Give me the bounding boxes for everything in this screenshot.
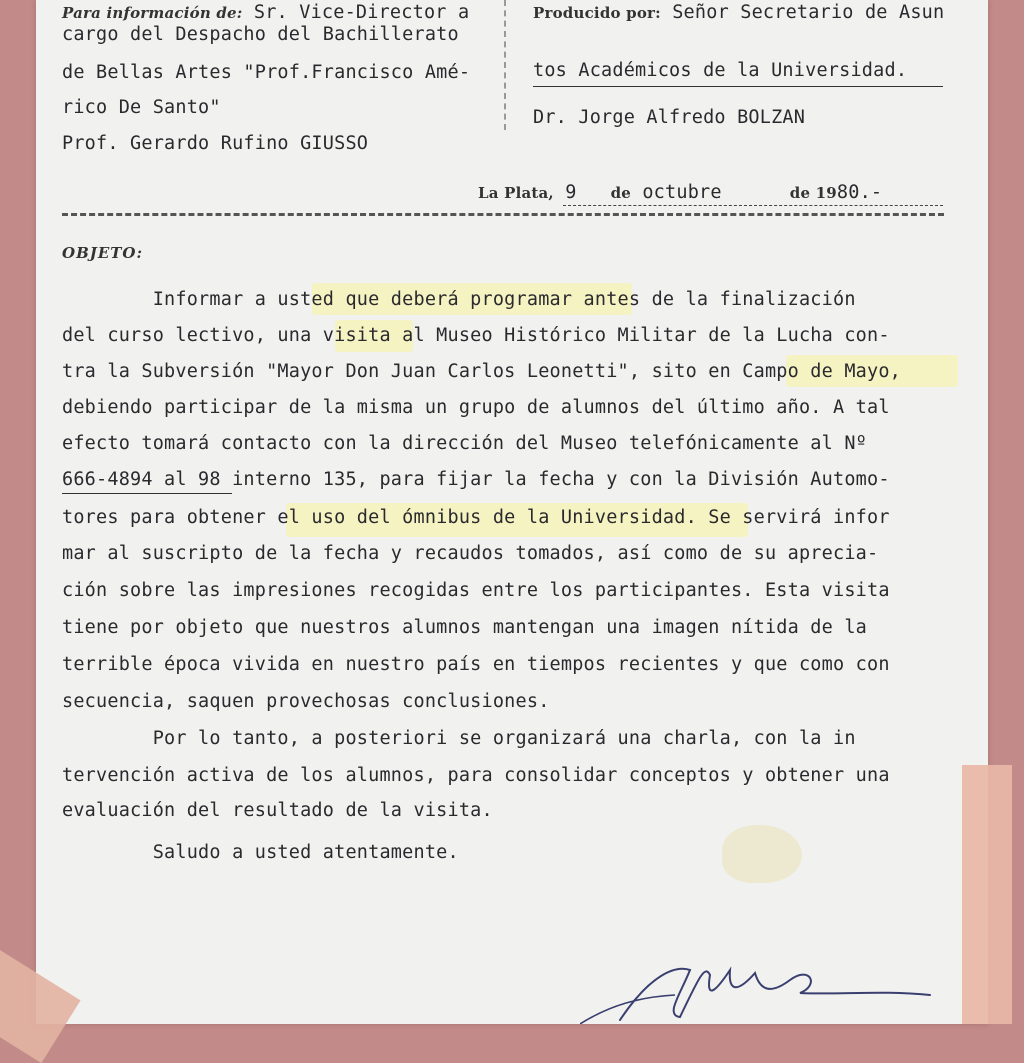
phone-underline — [62, 493, 232, 494]
body-line: tiene por objeto que nuestros alumnos mantengan una imagen nítida de la — [62, 617, 867, 638]
header-left-line: Sr. Vice-Director a — [253, 2, 470, 23]
date-underline — [563, 205, 943, 206]
year-label: de 19 — [789, 184, 837, 202]
header-left-line: de Bellas Artes "Prof.Francisco Amé- — [62, 62, 471, 83]
date-line — [478, 182, 882, 203]
body-line: tervención activa de los alumnos, para consolidar conceptos y obtener una — [62, 765, 890, 786]
body-line: secuencia, saquen provechosas conclusiones. — [62, 691, 550, 712]
header-right-first-line — [533, 2, 944, 23]
header-right-line: tos Académicos de la Universidad. — [533, 60, 908, 81]
paper-stain — [722, 825, 802, 883]
body-line: Informar a usted que deberá programar antes de la finalización — [62, 289, 856, 310]
body-line: tra la Subversión "Mayor Don Juan Carlos Leonetti", sito en Campo de Mayo, — [62, 361, 902, 382]
header-left-first-line — [62, 2, 469, 23]
header-left-line: cargo del Despacho del Bachillerato — [62, 24, 459, 45]
producido-por-label: Producido por: — [533, 4, 661, 22]
para-informacion-label: Para información de: — [62, 4, 243, 22]
place-label: La Plata, — [478, 184, 554, 202]
objeto-label: OBJETO: — [62, 244, 144, 262]
date-day: 9 — [565, 182, 577, 203]
body-line: del curso lectivo, una visita al Museo Histórico Militar de la Lucha con- — [62, 325, 890, 346]
header-left-line: Prof. Gerardo Rufino GIUSSO — [62, 133, 369, 154]
date-month: octubre — [642, 182, 722, 203]
body-line: ción sobre las impresiones recogidas entre los participantes. Esta visita — [62, 580, 890, 601]
body-line: 666-4894 al 98 interno 135, para fijar la fecha y con la División Automo- — [62, 469, 890, 490]
body-line: Por lo tanto, a posteriori se organizará una charla, con la in — [62, 728, 856, 749]
underline — [533, 86, 943, 87]
body-line: tores para obtener el uso del ómnibus de la Universidad. Se servirá infor — [62, 507, 890, 528]
body-line: evaluación del resultado de la visita. — [62, 800, 493, 821]
header-left-line: rico De Santo" — [62, 97, 221, 118]
date-year: 80.- — [836, 182, 883, 203]
header-right-line: Señor Secretario de Asun — [672, 2, 945, 23]
body-line: efecto tomará contacto con la dirección del Museo telefónicamente al Nº — [62, 433, 867, 454]
body-line: mar al suscripto de la fecha y recaudos tomados, así como de su aprecia- — [62, 543, 879, 564]
de-label: de — [610, 184, 631, 202]
signature-scribble — [580, 935, 940, 1024]
body-line: terrible época vivida en nuestro país en tiempos recientes y que como con — [62, 654, 890, 675]
body-line: Saludo a usted atentamente. — [62, 842, 459, 863]
header-right-line: Dr. Jorge Alfredo BOLZAN — [533, 107, 806, 128]
header-separator — [62, 213, 944, 216]
tape-strip — [962, 765, 1012, 1024]
header-divider — [504, 0, 506, 130]
body-line: debiendo participar de la misma un grupo de alumnos del último año. A tal — [62, 397, 890, 418]
